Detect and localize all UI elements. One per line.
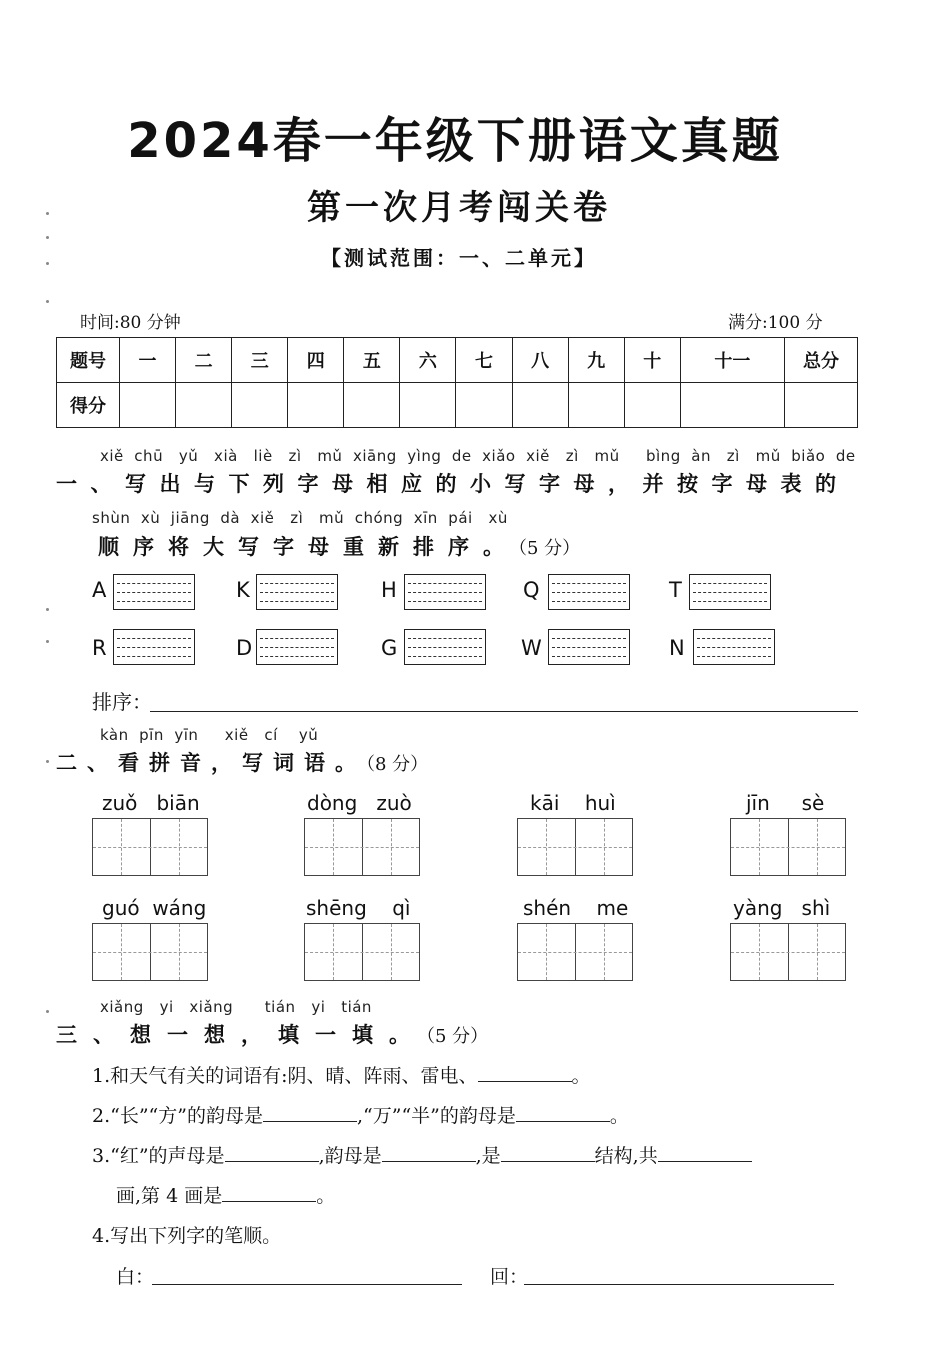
score-cell[interactable] <box>680 383 784 428</box>
q3-item-3-cont: 画,第 4 画是 。 <box>116 1185 336 1207</box>
score-header-cell: 四 <box>288 338 344 383</box>
q3-item-3: 3.“红”的声母是 ,韵母是 ,是 结构,共 <box>92 1141 752 1168</box>
letter-label: A <box>92 578 107 602</box>
q1-text-line1: 一、写出与下列字母相应的小写字母，并按字母表的 <box>56 472 850 496</box>
q2-text: 二、看拼音，写词语。（8 分） <box>56 751 429 775</box>
answer-blank[interactable] <box>225 1143 319 1162</box>
score-header-cell: 题号 <box>57 338 120 383</box>
answer-blank[interactable] <box>478 1063 572 1082</box>
margin-dot <box>46 760 49 763</box>
score-cell[interactable] <box>512 383 568 428</box>
answer-blank[interactable] <box>222 1183 316 1202</box>
tianzige-grid[interactable] <box>92 818 208 876</box>
letter-write-box[interactable] <box>689 574 771 610</box>
word-pinyin: kāi huì <box>530 791 616 815</box>
test-scope: 【测试范围：一、二单元】 <box>321 246 597 270</box>
letter-label: G <box>381 636 398 660</box>
answer-blank[interactable] <box>263 1103 357 1122</box>
score-header-cell: 八 <box>512 338 568 383</box>
letter-label: T <box>669 578 682 602</box>
word-pinyin: yàng shì <box>733 896 831 920</box>
letter-label: K <box>236 578 250 602</box>
margin-dot <box>46 236 49 239</box>
letter-write-box[interactable] <box>256 629 338 665</box>
answer-blank[interactable] <box>501 1143 595 1162</box>
tianzige-grid[interactable] <box>517 818 633 876</box>
q1-pinyin-line1: xiě chū yǔ xià liè zì mǔ xiāng yìng de xiǎo xiě zì mǔ bìng àn zì mǔ biǎo de <box>100 447 856 465</box>
letter-write-box[interactable] <box>113 574 195 610</box>
tianzige-grid[interactable] <box>92 923 208 981</box>
sort-label: 排序： <box>92 690 152 714</box>
stroke-order-hui-line[interactable] <box>524 1284 834 1285</box>
word-pinyin: guó wáng <box>102 896 207 920</box>
word-pinyin: dòng zuò <box>307 791 412 815</box>
letter-write-box[interactable] <box>548 574 630 610</box>
score-header-cell: 总分 <box>785 338 858 383</box>
score-cell[interactable] <box>288 383 344 428</box>
time-limit: 时间:80 分钟 <box>80 313 181 333</box>
tianzige-grid[interactable] <box>304 818 420 876</box>
sort-answer-line[interactable] <box>150 711 858 712</box>
q3-item-2: 2.“长”“方”的韵母是 ,“万”“半”的韵母是 。 <box>92 1105 629 1127</box>
score-table-header-row <box>57 338 858 383</box>
margin-dot <box>46 1010 49 1013</box>
q3-score: （5 分） <box>426 1026 489 1047</box>
q3-item-4: 4.写出下列字的笔顺。 <box>92 1225 282 1247</box>
score-cell[interactable] <box>176 383 232 428</box>
q3-text: 三、想一想，填一填。（5 分） <box>56 1023 489 1047</box>
q3-item-1: 1.和天气有关的词语有:阴、晴、阵雨、雷电、 。 <box>92 1065 591 1087</box>
score-cell[interactable] <box>624 383 680 428</box>
tianzige-grid[interactable] <box>517 923 633 981</box>
score-table-score-row <box>57 383 858 428</box>
score-cell[interactable] <box>456 383 512 428</box>
letter-write-box[interactable] <box>113 629 195 665</box>
letter-write-box[interactable] <box>404 629 486 665</box>
word-pinyin: jīn sè <box>746 791 825 815</box>
word-pinyin: zuǒ biān <box>102 791 200 815</box>
score-row-label: 得分 <box>57 383 120 428</box>
tianzige-grid[interactable] <box>730 818 846 876</box>
score-header-cell: 三 <box>232 338 288 383</box>
stroke-order-hui-label: 回： <box>490 1266 529 1288</box>
answer-blank[interactable] <box>382 1143 476 1162</box>
stroke-order-bai-line[interactable] <box>152 1284 462 1285</box>
letter-write-box[interactable] <box>256 574 338 610</box>
score-header-cell: 九 <box>568 338 624 383</box>
score-header-cell: 十 <box>624 338 680 383</box>
score-header-cell: 一 <box>120 338 176 383</box>
score-cell[interactable] <box>120 383 176 428</box>
score-header-cell: 十一 <box>680 338 784 383</box>
q2-score: （8 分） <box>366 754 429 775</box>
q1-score: （5 分） <box>518 538 581 559</box>
score-cell[interactable] <box>785 383 858 428</box>
margin-dot <box>46 640 49 643</box>
score-table <box>56 337 858 428</box>
q1-text-line2: 顺序将大写字母重新排序。（5 分） <box>98 535 581 559</box>
letter-label: H <box>381 578 397 602</box>
word-pinyin: shēng qì <box>306 896 411 920</box>
tianzige-grid[interactable] <box>304 923 420 981</box>
margin-dot <box>46 300 49 303</box>
answer-blank[interactable] <box>516 1103 610 1122</box>
letter-label: W <box>521 636 542 660</box>
letter-write-box[interactable] <box>404 574 486 610</box>
score-cell[interactable] <box>400 383 456 428</box>
letter-write-box[interactable] <box>693 629 775 665</box>
page-title: 2024春一年级下册语文真题 <box>127 113 783 169</box>
score-header-cell: 二 <box>176 338 232 383</box>
letter-write-box[interactable] <box>548 629 630 665</box>
answer-blank[interactable] <box>658 1143 752 1162</box>
q3-pinyin: xiǎng yi xiǎng tián yi tián <box>100 998 372 1016</box>
stroke-order-bai-label: 白： <box>116 1266 155 1288</box>
letter-label: N <box>669 636 685 660</box>
score-header-cell: 五 <box>344 338 400 383</box>
q1-pinyin-line2: shùn xù jiāng dà xiě zì mǔ chóng xīn pái xù <box>92 509 508 527</box>
margin-dot <box>46 608 49 611</box>
score-cell[interactable] <box>232 383 288 428</box>
letter-label: Q <box>523 578 540 602</box>
letter-label: D <box>236 636 253 660</box>
score-header-cell: 六 <box>400 338 456 383</box>
score-cell[interactable] <box>344 383 400 428</box>
word-pinyin: shén me <box>523 896 629 920</box>
tianzige-grid[interactable] <box>730 923 846 981</box>
score-header-cell: 七 <box>456 338 512 383</box>
q2-pinyin: kàn pīn yīn xiě cí yǔ <box>100 726 319 744</box>
page-subtitle: 第一次月考闯关卷 <box>307 188 611 228</box>
letter-label: R <box>92 636 107 660</box>
full-score: 满分:100 分 <box>728 313 823 333</box>
score-cell[interactable] <box>568 383 624 428</box>
